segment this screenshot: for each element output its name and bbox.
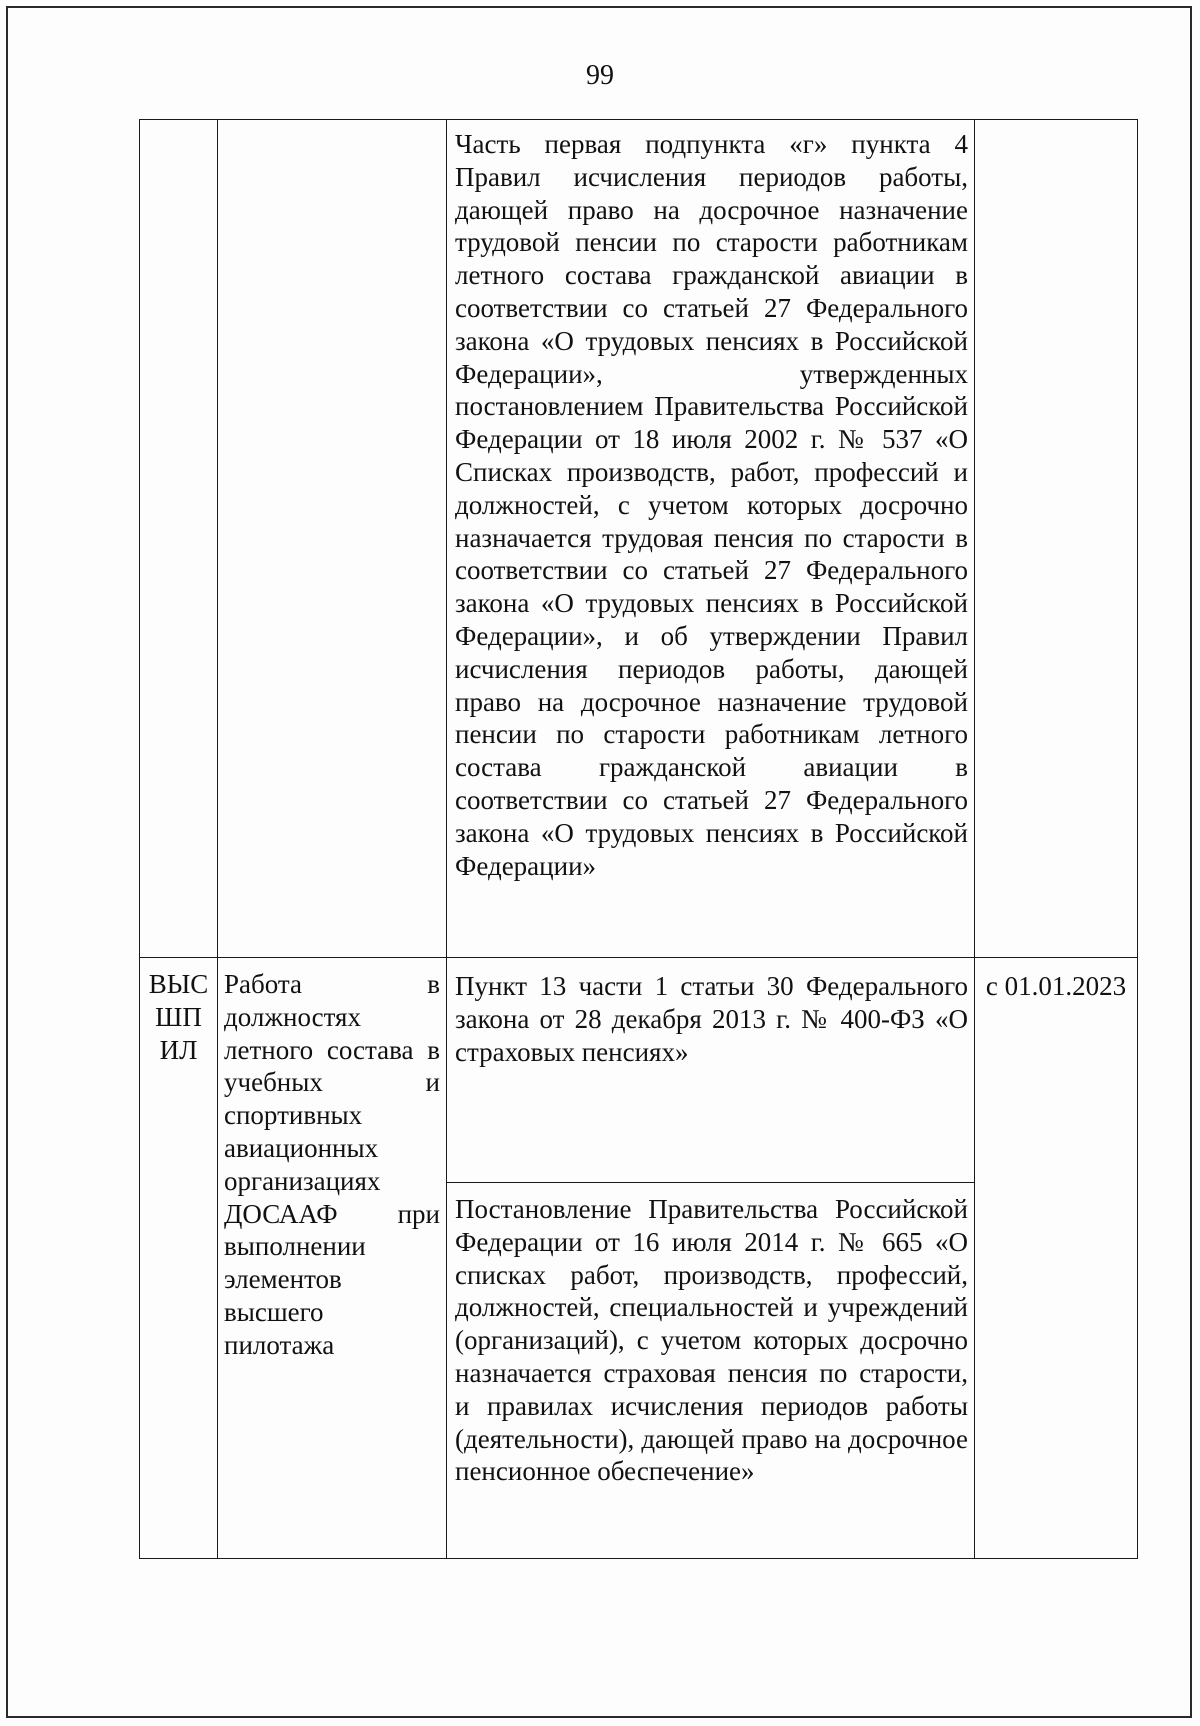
table-row <box>140 958 1138 1559</box>
pension-codes-table <box>139 119 1138 1559</box>
condition-code <box>140 120 217 144</box>
effective-date-cell <box>975 958 1138 1559</box>
effective-date-cell <box>975 120 1138 958</box>
legal-basis-cell <box>447 958 975 1559</box>
legal-basis-law-text: Пункт 13 части 1 статьи 30 Федерального закона от 28 декабря 2013 г. № 400-ФЗ «О страховых пенсиях» <box>455 971 968 1067</box>
work-description-cell <box>218 120 447 958</box>
effective-date <box>975 120 1137 132</box>
work-description <box>218 120 446 129</box>
work-description-cell <box>218 958 447 1559</box>
page-number: 99 <box>586 60 614 91</box>
legal-basis-cell <box>447 120 975 958</box>
work-description: Работа в должностях летного состава в учебных и спортивных авиационных организациях ДОСААФ при выполнении элементов высшего пилотажа <box>224 969 440 1360</box>
effective-date: с 01.01.2023 <box>985 971 1127 1001</box>
legal-basis-text: Часть первая подпункта «г» пункта 4 Правил исчисления периодов работы, дающей право на досрочное назначение трудовой пенсии по старости работникам летного состава гражданской авиации в соответствии со статьей 27 Федерального закона «О трудовых пенсиях в Российской Федерации», утвержденных постановлением Правительства Российской Федерации от 18 июля 2002 г. № 537 «О Списках производств, работ, профессий и должностей, с учетом которых досрочно назначается трудовая пенсия по старости в соответствии со статьей 27 Федерального закона «О трудовых пенсиях в Российской Федерации», и об утверждении Правил исчисления периодов работы, дающей право на досрочное назначение трудовой пенсии по старости работникам летного состава гражданской авиации в соответствии со статьей 27 Федерального закона «О трудовых пенсиях в Российской Федерации» <box>455 129 968 881</box>
table-row <box>140 120 1138 958</box>
code-cell <box>140 120 218 958</box>
legal-basis-law <box>447 958 974 1183</box>
condition-code: ВЫС ШП ИЛ <box>148 969 209 1065</box>
legal-basis-resolution-text: Постановление Правительства Российской Федерации от 16 июля 2014 г. № 665 «О списках работ, производств, профессий, должностей, специальностей и учреждений (организаций), с учетом которых досрочно назначается страховая пенсия по старости, и правилах исчисления периодов работы (деятельности), дающей право на досрочное пенсионное обеспечение» <box>455 1194 968 1487</box>
code-cell <box>140 958 218 1559</box>
legal-basis-resolution <box>447 1183 974 1558</box>
